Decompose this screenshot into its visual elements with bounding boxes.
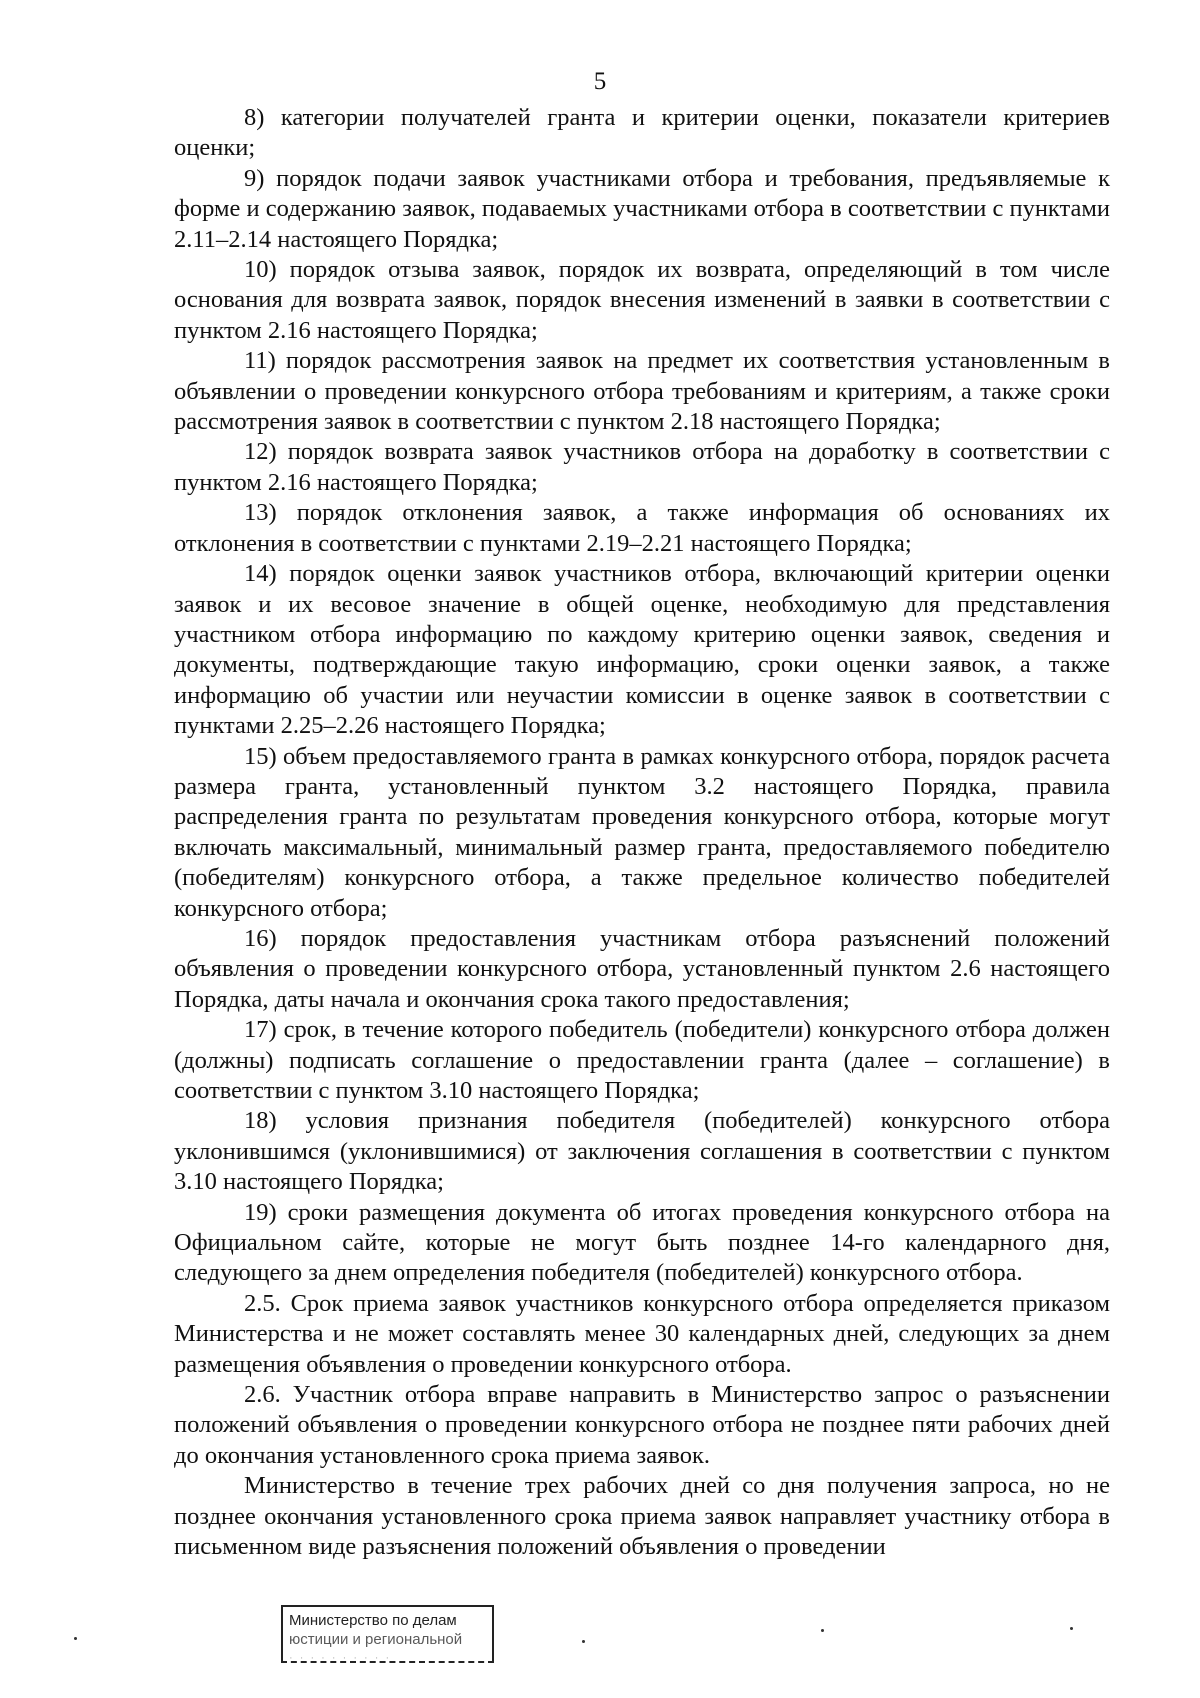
list-item-12: 12) порядок возврата заявок участников отбора на доработку в соответствии с пунктом 2.16 настоящего Порядка; [174,438,1110,496]
list-item-13: 13) порядок отклонения заявок, а также информация об основаниях их отклонения в соответствии с пунктами 2.19–2.21 настоящего Порядка; [174,499,1110,557]
scan-speck [821,1629,824,1632]
list-item-16: 16) порядок предоставления участникам отбора разъяснений положений объявления о проведении конкурсного отбора, установленный пунктом 2.6 настоящего Порядка, даты начала и окончания срока такого предоставления; [174,924,1110,1013]
list-item-10: 10) порядок отзыва заявок, порядок их возврата, определяющий в том числе основания для возврата заявок, порядок внесения изменений в заявки в соответствии с пунктом 2.16 настоящего Порядка; [174,256,1110,344]
stamp-line-3-illegible: · · · · · · · · · · [289,1652,392,1663]
scan-speck [582,1640,585,1643]
stamp-line-1: Министерство по делам [289,1612,457,1629]
list-item-9: 9) порядок подачи заявок участниками отбора и требования, предъявляемые к форме и содержанию заявок, подаваемых участниками отбора в соответствии с пунктами 2.11–2.14 настоящего Порядка; [174,164,1110,253]
clause-2-6-continuation: Министерство в течение трех рабочих дней со дня получения запроса, но не позднее окончания установленного срока приема заявок направляет участнику отбора в письменном виде разъяснения положений объявления о проведении [174,1472,1110,1561]
scan-speck [74,1637,77,1640]
clause-2-5: 2.5. Срок приема заявок участников конкурсного отбора определяется приказом Министерства и не может составлять менее 30 календарных дней, следующих за днем размещения объявления о проведении конкурсного отбора. [174,1289,1110,1378]
list-item-14: 14) порядок оценки заявок участников отбора, включающий критерии оценки заявок и их весовое значение в общей оценке, необходимую для представления участником отбора информацию по каждому критерию оценки заявок, сведения и документы, подтверждающие такую информацию, сроки оценки заявок, а также информацию об участии или неучастии комиссии в оценке заявок в соответствии с пунктами 2.25–2.26 настоящего Порядка; [174,560,1110,740]
list-item-19: 19) сроки размещения документа об итогах проведения конкурсного отбора на Официальном сайте, которые не могут быть позднее 14-го календарного дня, следующего за днем определения победителя (победителей) конкурсного отбора. [174,1198,1110,1287]
list-item-11: 11) порядок рассмотрения заявок на предмет их соответствия установленным в объявлении о проведении конкурсного отбора требованиям и критериям, а также сроки рассмотрения заявок в соответствии с пунктом 2.18 настоящего Порядка; [174,347,1110,436]
list-item-15: 15) объем предоставляемого гранта в рамках конкурсного отбора, порядок расчета размера гранта, установленный пунктом 3.2 настоящего Порядка, правила распределения гранта по результатам проведения конкурсного отбора, которые могут включать максимальный, минимальный размер гранта, предоставляемого победителю (победителям) конкурсного отбора, а также предельное количество победителей конкурсного отбора; [174,742,1110,922]
list-item-8: 8) категории получателей гранта и критерии оценки, показатели критериев оценки; [174,104,1110,162]
page-number: 5 [593,68,607,95]
list-item-18: 18) условия признания победителя (победителей) конкурсного отбора уклонившимся (уклонившимися) от заключения соглашения в соответствии с пунктом 3.10 настоящего Порядка; [174,1107,1110,1196]
ministry-stamp [281,1605,494,1663]
document-body [174,103,1110,1563]
clause-2-6: 2.6. Участник отбора вправе направить в Министерство запрос о разъяснении положений объявления о проведении конкурсного отбора не позднее пяти рабочих дней до окончания установленного срока приема заявок. [174,1381,1110,1469]
stamp-line-2: юстиции и региональной [289,1631,463,1648]
list-item-17: 17) срок, в течение которого победитель (победители) конкурсного отбора должен (должны) подписать соглашение о предоставлении гранта (далее – соглашение) в соответствии с пунктом 3.10 настоящего Порядка; [174,1016,1110,1104]
scan-speck [1070,1627,1073,1630]
